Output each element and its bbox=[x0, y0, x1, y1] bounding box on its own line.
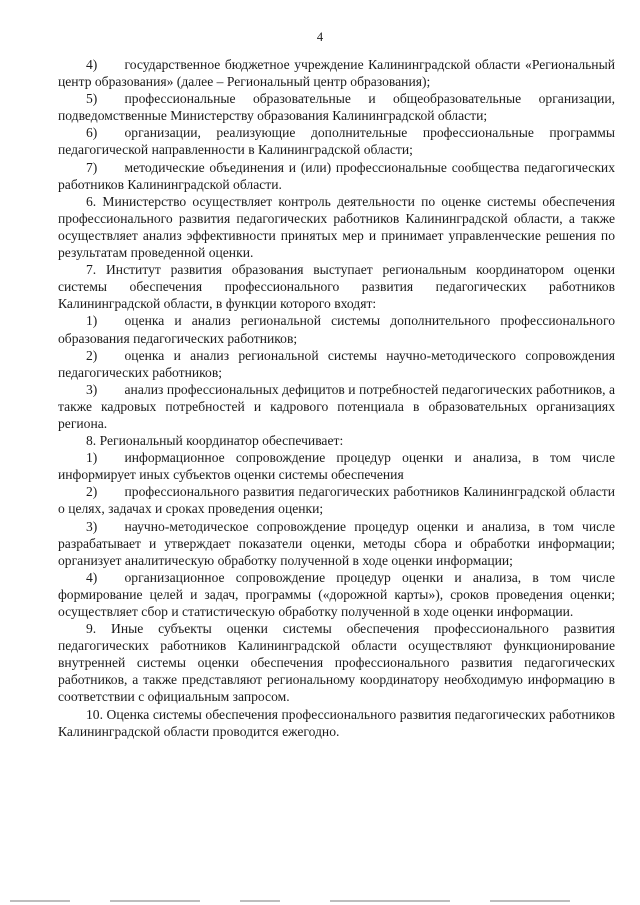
section-10-annual-assessment: 10. Оценка системы обеспечения профессионального развития педагогических работников Калининградской области проводится ежегодно. bbox=[58, 706, 615, 739]
section-6-ministry-control: 6. Министерство осуществляет контроль деятельности по оценке системы обеспечения профессионального развития педагогических работников Калининградской области, а также осуществляет анализ эффективности принятых мер и принимает управленческие решения по результатам проведенной оценки. bbox=[58, 193, 615, 261]
scan-edge-artifact bbox=[0, 895, 640, 905]
section-7-institute-coordinator: 7. Институт развития образования выступает региональным координатором оценки системы обеспечения профессионального развития педагогических работников Калининградской области, в функции которого входят: bbox=[58, 262, 615, 312]
list-item-additional-programs-organizations: 6) организации, реализующие дополнительные профессиональные программы педагогической направленности в Калининградской области; bbox=[58, 125, 615, 158]
list-item-methodical-support-assessment: 2) оценка и анализ региональной системы научно-методического сопровождения педагогических работников; bbox=[58, 347, 615, 380]
list-item-dpo-assessment: 1) оценка и анализ региональной системы дополнительного профессионального образования педагогических работников; bbox=[58, 313, 615, 346]
document-body bbox=[58, 56, 615, 740]
list-item-information-support: 1) информационное сопровождение процедур оценки и анализа, в том числе информирует иных субъектов оценки системы обеспечения bbox=[58, 450, 615, 483]
page-number: 4 bbox=[316, 30, 324, 44]
list-item-organizational-support: 4) организационное сопровождение процедур оценки и анализа, в том числе формирование целей и задач, программы («дорожной карты»), сроков проведения оценки; осуществляет сбор и статистическую обработку полученной в ходе оценки информации. bbox=[58, 569, 615, 619]
list-item-regional-education-center: 4) государственное бюджетное учреждение Калининградской области «Региональный центр образования» (далее – Региональный центр образования); bbox=[58, 57, 615, 90]
list-item-subordinate-organizations: 5) профессиональные образовательные и общеобразовательные организации, подведомственные Министерству образования Калининградской области; bbox=[58, 91, 615, 124]
list-item-deficits-analysis: 3) анализ профессиональных дефицитов и потребностей педагогических работников, а также кадровых потребностей и кадрового потенциала в образовательных организациях региона. bbox=[58, 381, 615, 431]
list-item-professional-development: 2) профессионального развития педагогических работников Калининградской области о целях, задачах и сроках проведения оценки; bbox=[58, 484, 615, 517]
list-item-methodical-associations: 7) методические объединения и (или) профессиональные сообщества педагогических работников Калининградской области. bbox=[58, 159, 615, 192]
section-8-coordinator-provides: 8. Региональный координатор обеспечивает: bbox=[86, 433, 344, 449]
list-item-scientific-methodical-support: 3) научно-методическое сопровождение процедур оценки и анализа, в том числе разрабатывает и утверждает показатели оценки, методы сбора и обработки информации; организует аналитическую обработку полученной в ходе оценки информации; bbox=[58, 518, 615, 568]
section-9-other-subjects: 9. Иные субъекты оценки системы обеспечения профессионального развития педагогических работников Калининградской области осуществляют функционирование внутренней системы оценки обеспечения профессионального развития педагогических работников, а также представляют региональному координатору необходимую информацию в соответствии с официальным запросом. bbox=[58, 621, 615, 705]
